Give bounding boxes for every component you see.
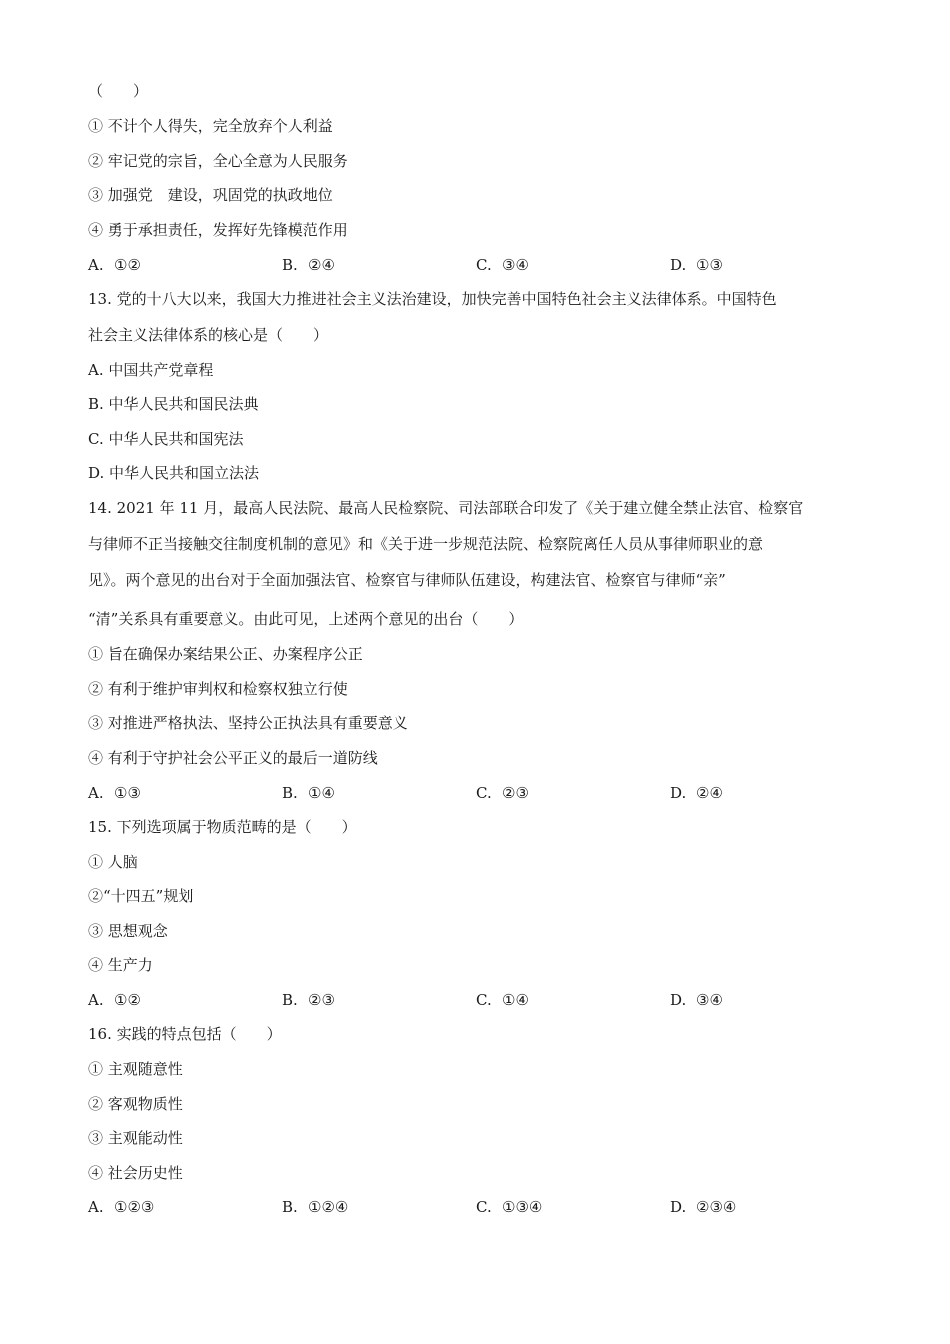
q13-stem-line-1: 13. 党的十八大以来，我国大力推进社会主义法治建设，加快完善中国特色社会主义法律体系。中国特色 [88, 290, 777, 308]
q16-item-4: ④ 社会历史性 [88, 1164, 183, 1182]
q15-option-a: A. ①② [88, 991, 141, 1009]
q12-option-d: D. ①③ [670, 256, 723, 274]
q15-option-d: D. ③④ [670, 991, 723, 1009]
q15-item-3: ③ 思想观念 [88, 922, 168, 940]
q16-item-2: ② 客观物质性 [88, 1095, 183, 1113]
q13-choice-a: A. 中国共产党章程 [88, 361, 214, 379]
q16-option-a: A. ①②③ [88, 1198, 155, 1216]
q14-stem-line-3: 见》。两个意见的出台对于全面加强法官、检察官与律师队伍建设，构建法官、检察官与律师“亲” [88, 571, 726, 589]
q15-item-4: ④ 生产力 [88, 956, 153, 974]
q16-option-d: D. ②③④ [670, 1198, 737, 1216]
q15-stem: 15. 下列选项属于物质范畴的是（ ） [88, 818, 357, 836]
q12-stem-tail: （ ） [88, 82, 149, 100]
q16-item-3: ③ 主观能动性 [88, 1129, 183, 1147]
q12-options [0, 255, 950, 275]
q16-options [0, 1197, 950, 1217]
q13-stem-line-2: 社会主义法律体系的核心是（ ） [88, 326, 329, 344]
q12-item-1: ① 不计个人得失，完全放弃个人利益 [88, 117, 333, 135]
q12-option-c: C. ③④ [476, 256, 529, 274]
q14-option-c: C. ②③ [476, 784, 529, 802]
q13-choice-d: D. 中华人民共和国立法法 [88, 464, 260, 482]
q12-item-3: ③ 加强党 建设，巩固党的执政地位 [88, 186, 333, 204]
q14-item-4: ④ 有利于守护社会公平正义的最后一道防线 [88, 749, 378, 767]
q16-option-c: C. ①③④ [476, 1198, 543, 1216]
q16-item-1: ① 主观随意性 [88, 1060, 183, 1078]
q16-stem: 16. 实践的特点包括（ ） [88, 1025, 282, 1043]
q14-stem-line-1: 14. 2021 年 11 月，最高人民法院、最高人民检察院、司法部联合印发了《关于建立健全禁止法官、检察官 [88, 499, 804, 517]
q15-option-c: C. ①④ [476, 991, 529, 1009]
q12-option-a: A. ①② [88, 256, 141, 274]
q15-options [0, 990, 950, 1010]
q14-item-3: ③ 对推进严格执法、坚持公正执法具有重要意义 [88, 714, 408, 732]
q16-option-b: B. ①②④ [282, 1198, 349, 1216]
q14-option-a: A. ①③ [88, 784, 141, 802]
q12-item-2: ② 牢记党的宗旨，全心全意为人民服务 [88, 152, 348, 170]
q14-stem-line-2: 与律师不正当接触交往制度机制的意见》和《关于进一步规范法院、检察院离任人员从事律师职业的意 [88, 535, 764, 553]
q14-options [0, 783, 950, 803]
q15-item-2: ②“十四五”规划 [88, 887, 194, 905]
q12-item-4: ④ 勇于承担责任，发挥好先锋模范作用 [88, 221, 348, 239]
q13-choice-b: B. 中华人民共和国民法典 [88, 395, 259, 413]
q14-stem-line-4: “清”关系具有重要意义。由此可见，上述两个意见的出台（ ） [88, 610, 524, 628]
q14-option-b: B. ①④ [282, 784, 335, 802]
q14-option-d: D. ②④ [670, 784, 723, 802]
q14-item-2: ② 有利于维护审判权和检察权独立行使 [88, 680, 348, 698]
q13-choice-c: C. 中华人民共和国宪法 [88, 430, 244, 448]
q12-option-b: B. ②④ [282, 256, 335, 274]
q15-item-1: ① 人脑 [88, 853, 138, 871]
q14-item-1: ① 旨在确保办案结果公正、办案程序公正 [88, 645, 363, 663]
q15-option-b: B. ②③ [282, 991, 335, 1009]
